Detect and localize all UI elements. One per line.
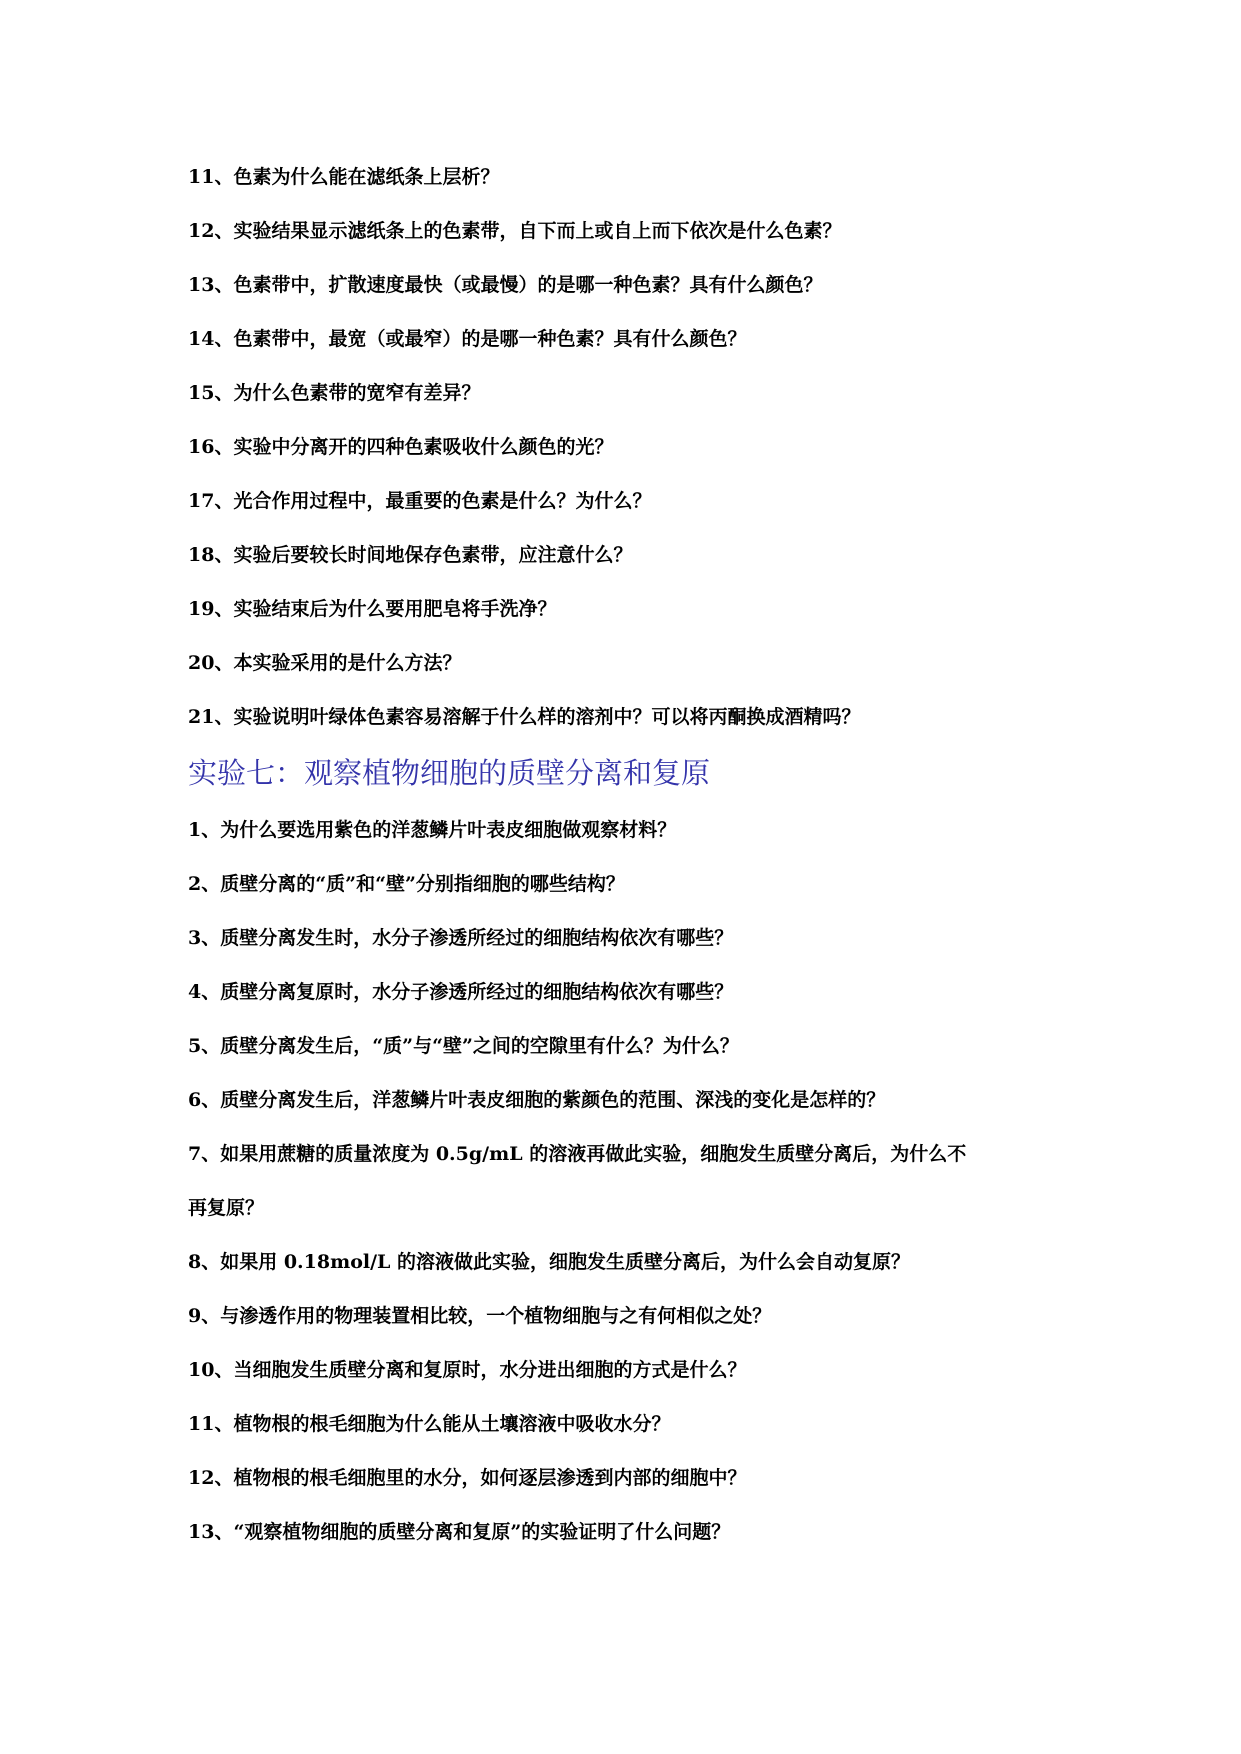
question-line: 12、实验结果显示滤纸条上的色素带，自下而上或自上而下依次是什么色素？ xyxy=(188,220,842,242)
question-line: 18、实验后要较长时间地保存色素带，应注意什么？ xyxy=(188,544,633,566)
question-line: 9、与渗透作用的物理装置相比较，一个植物细胞与之有何相似之处？ xyxy=(188,1305,772,1327)
question-line: 11、色素为什么能在滤纸条上层析？ xyxy=(188,166,500,188)
question-line: 13、“观察植物细胞的质壁分离和复原”的实验证明了什么问题？ xyxy=(188,1521,731,1543)
question-line: 12、植物根的根毛细胞里的水分，如何逐层渗透到内部的细胞中？ xyxy=(188,1467,747,1489)
section-heading: 实验七：观察植物细胞的质壁分离和复原 xyxy=(188,756,711,790)
question-line: 6、质壁分离发生后，洋葱鳞片叶表皮细胞的紫颜色的范围、深浅的变化是怎样的？ xyxy=(188,1089,886,1111)
question-line: 15、为什么色素带的宽窄有差异？ xyxy=(188,382,481,404)
question-line: 3、质壁分离发生时，水分子渗透所经过的细胞结构依次有哪些？ xyxy=(188,927,734,949)
question-line: 2、质壁分离的“质”和“壁”分别指细胞的哪些结构？ xyxy=(188,873,625,895)
question-line: 17、光合作用过程中，最重要的色素是什么？为什么？ xyxy=(188,490,652,512)
question-line: 7、如果用蔗糖的质量浓度为 0.5g/mL 的溶液再做此实验，细胞发生质壁分离后，为什么不 xyxy=(188,1143,967,1165)
question-line: 10、当细胞发生质壁分离和复原时，水分进出细胞的方式是什么？ xyxy=(188,1359,747,1381)
question-line: 1、为什么要选用紫色的洋葱鳞片叶表皮细胞做观察材料？ xyxy=(188,819,677,841)
question-line: 20、本实验采用的是什么方法？ xyxy=(188,652,462,674)
question-line: 8、如果用 0.18mol/L 的溶液做此实验，细胞发生质壁分离后，为什么会自动复原？ xyxy=(188,1251,911,1273)
question-line: 11、植物根的根毛细胞为什么能从土壤溶液中吸收水分？ xyxy=(188,1413,671,1435)
question-line: 5、质壁分离发生后，“质”与“壁”之间的空隙里有什么？为什么？ xyxy=(188,1035,739,1057)
question-line: 19、实验结束后为什么要用肥皂将手洗净？ xyxy=(188,598,557,620)
question-line: 14、色素带中，最宽（或最窄）的是哪一种色素？具有什么颜色？ xyxy=(188,328,747,350)
question-line-continuation: 再复原？ xyxy=(188,1197,265,1219)
question-line: 13、色素带中，扩散速度最快（或最慢）的是哪一种色素？具有什么颜色？ xyxy=(188,274,823,296)
question-line: 16、实验中分离开的四种色素吸收什么颜色的光？ xyxy=(188,436,614,458)
question-line: 21、实验说明叶绿体色素容易溶解于什么样的溶剂中？可以将丙酮换成酒精吗？ xyxy=(188,706,861,728)
question-line: 4、质壁分离复原时，水分子渗透所经过的细胞结构依次有哪些？ xyxy=(188,981,734,1003)
